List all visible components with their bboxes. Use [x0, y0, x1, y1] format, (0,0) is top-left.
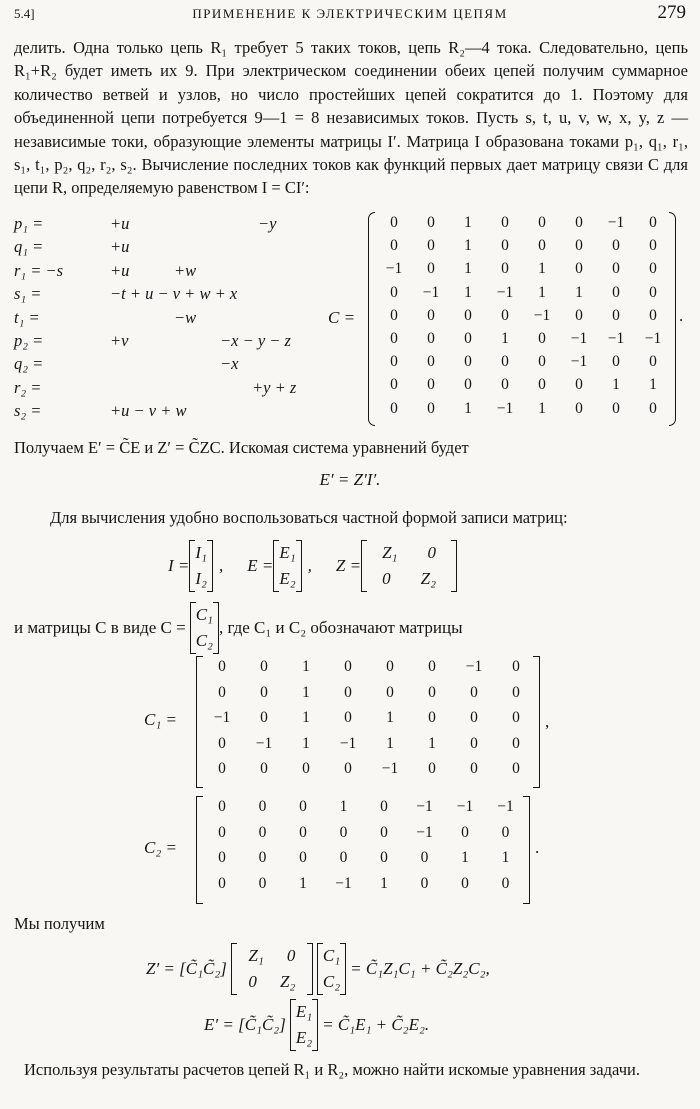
matrix-cell: 1 [339, 798, 348, 815]
matrix-cell: 0 [649, 306, 657, 324]
matrix-cell: 1 [428, 734, 436, 752]
z21: 0 [382, 569, 391, 588]
equation-row [14, 354, 344, 377]
equation-term: +w [174, 260, 197, 280]
matrix-cell: 0 [428, 683, 436, 701]
matrix-c [368, 212, 676, 424]
matrix-cell: 0 [386, 683, 394, 701]
equation-term: +u [110, 237, 130, 257]
matrix-cell: 0 [218, 734, 226, 752]
matrix-cell: 1 [575, 283, 583, 301]
zp-lhs: Z′ = [C̃₁C̃₂] [146, 959, 227, 978]
matrix-cell: 0 [339, 823, 348, 841]
matrix-cell: −1 [570, 353, 588, 371]
matrix-cell: −1 [496, 283, 514, 301]
matrix-cell: 0 [390, 353, 398, 371]
matrix-cell: 0 [390, 330, 398, 347]
matrix-cell: 0 [218, 798, 226, 815]
matrix-cell: 0 [390, 237, 398, 255]
matrix-cell: 0 [260, 760, 268, 777]
i-vector [189, 540, 213, 592]
equation-term: −x [220, 354, 239, 374]
zp-b12: 0 [286, 946, 296, 965]
z12: 0 [427, 543, 437, 562]
e-vector [273, 540, 301, 592]
equation-term: −y [258, 214, 277, 233]
matrix-cell: 0 [427, 353, 435, 371]
matrix-cell: −1 [497, 798, 514, 815]
matrix-cell: 0 [427, 399, 435, 417]
matrix-cell: 0 [501, 237, 509, 255]
z-prime-equation [146, 940, 490, 998]
equation-lhs: r₂ = [14, 377, 42, 397]
matrix-cell: 1 [538, 399, 546, 417]
matrix-cell: 0 [420, 874, 429, 892]
matrix-cell: 0 [390, 306, 398, 324]
matrix-cell: −1 [255, 734, 273, 752]
e2: E₂ [279, 569, 296, 588]
matrix-cell: −1 [213, 709, 231, 726]
matrix-cell: 1 [302, 658, 310, 675]
zp-v2: C₂ [322, 972, 341, 991]
matrix-cell: 0 [470, 709, 478, 726]
matrix-cell: 0 [299, 798, 307, 815]
matrix-cell: 0 [390, 283, 398, 301]
matrix-cell: −1 [607, 330, 625, 347]
matrix-cell: 0 [464, 353, 472, 371]
matrix-cell: 0 [538, 237, 546, 255]
matrix-cell: 0 [218, 874, 226, 892]
matrix-cell: 0 [575, 306, 583, 324]
equation-lhs: p₂ = [14, 331, 44, 350]
equation-term: +y + z [252, 377, 297, 397]
matrix-cell: 0 [258, 874, 267, 892]
matrix-cell: 1 [302, 683, 310, 701]
matrix-cell: 0 [344, 709, 352, 726]
equation-row [14, 214, 344, 237]
matrix-cell: −1 [335, 874, 352, 892]
equation-term: +u [110, 260, 130, 280]
equation-term: −t + u − v + w + x [110, 284, 238, 304]
matrix-cell: 0 [390, 376, 398, 394]
zp-v1: C₁ [322, 946, 341, 965]
matrix-cell: 0 [260, 658, 268, 675]
matrix-cell: 1 [464, 214, 472, 231]
matrix-right-bracket [669, 212, 676, 426]
equation-row [14, 237, 344, 260]
main-equation: E′ = Z′I′. [319, 470, 381, 489]
equation-term: −x − y − z [220, 331, 291, 350]
matrix-cell: 0 [258, 823, 267, 841]
matrix-cell: 0 [512, 683, 520, 701]
equation-row [14, 261, 344, 284]
running-title: ПРИМЕНЕНИЕ К ЭЛЕКТРИЧЕСКИМ ЦЕПЯМ [192, 6, 508, 21]
matrix-cell: 0 [501, 874, 510, 892]
matrix-cell: −1 [416, 798, 433, 815]
zp-vec [317, 943, 346, 995]
matrix-cell: 0 [380, 849, 388, 866]
matrix-cell: −1 [465, 658, 483, 675]
we-get-text: Мы получим [14, 914, 105, 933]
matrix-cell: −1 [570, 330, 588, 347]
matrix-cell: 1 [612, 376, 620, 394]
matrix-c1 [196, 656, 540, 786]
matrix-cell: 1 [464, 399, 472, 417]
matrix-cell: 0 [218, 658, 226, 675]
zp-b11: Z₁ [248, 946, 264, 965]
matrix-cell: 1 [464, 260, 472, 278]
equation-term: −w [174, 307, 197, 327]
matrix-cell: 0 [299, 823, 307, 841]
matrix-cell: 0 [470, 734, 478, 752]
matrix-cell: 0 [575, 214, 583, 231]
matrix-cell: 0 [428, 709, 436, 726]
partition-text: Для вычисления удобно воспользоваться частной формой записи матриц: [50, 508, 568, 527]
matrix-cell: 0 [218, 760, 226, 777]
i1: I₁ [195, 543, 207, 562]
matrix-cell: 0 [302, 760, 310, 777]
equation-row [14, 308, 344, 331]
zp-rhs: = C̃₁Z₁C₁ + C̃₂Z₂C₂, [350, 959, 490, 978]
equation-term: +v [110, 331, 129, 350]
matrix-cell: 0 [512, 709, 520, 726]
matrix-cell: 0 [470, 683, 478, 701]
matrix-left-bracket [368, 212, 375, 426]
comma: , [545, 712, 550, 731]
equation-row [14, 284, 344, 307]
matrix-left-bracket [196, 656, 203, 788]
z-matrix [361, 540, 457, 592]
equation-lhs: t₁ = [14, 307, 40, 327]
matrix-cell: 0 [501, 353, 509, 371]
ep-v2: E₂ [295, 1028, 313, 1047]
matrix-cell: 0 [427, 214, 435, 231]
equation-term: +u [110, 214, 130, 233]
matrix-cell: 0 [612, 399, 620, 417]
c-block-prefix: и матрицы C в виде C = [14, 618, 186, 637]
matrix-cell: 0 [299, 849, 307, 866]
matrix-cell: 0 [612, 306, 620, 324]
matrix-cell: 0 [218, 823, 226, 841]
matrix-cell: 0 [390, 399, 398, 417]
matrix-cell: 0 [218, 683, 226, 701]
matrix-cell: 0 [538, 214, 546, 231]
ep-vec [290, 999, 318, 1051]
matrix-cell: 0 [575, 260, 583, 278]
matrix-cell: 1 [299, 874, 307, 892]
c-block-row [14, 600, 463, 656]
matrix-cell: 0 [649, 283, 657, 301]
matrix-cell: 0 [427, 376, 435, 394]
intro-paragraph: делить. Одна только цепь R₁ требует 5 таких токов, цепь R₂—4 тока. Следовательно, цепь R₁+R₂ будет иметь их 9. При электрическом соединении обеих цепей получим суммарное количество ветвей и узлов, но число простейших цепей сократится до 1. Поэтому для объединенной цепи потребуется 9—1 = 8 независимых токов. Пусть s, t, u, v, w, x, y, z — независимые токи, образующие элементы матрицы I′. Матрица I образована токами p₁, q₁, r₁, s₁, t₁, p₂, q₂, r₂, s₂. Вычисление последних токов как функций первых дает матрицу связи C для цепи R, определяемую равенством I = CI′: [14, 38, 688, 198]
outro-paragraph: Используя результаты расчетов цепей R₁ и R₂, можно найти искомые уравнения задачи. [24, 1060, 640, 1079]
matrix-cell: 0 [260, 683, 268, 701]
matrix-cell: 0 [428, 658, 436, 675]
matrix-cell: 0 [260, 709, 268, 726]
matrix-cell: 0 [649, 214, 657, 231]
matrix-cell: 1 [649, 376, 657, 394]
matrix-cell: 0 [461, 823, 469, 841]
equation-lhs: p₁ = [14, 214, 44, 233]
matrix-cell: 0 [464, 376, 472, 394]
matrix-cell: 0 [501, 823, 510, 841]
i-label: I = [168, 556, 190, 575]
matrix-cell: 0 [512, 760, 520, 777]
matrix-cell: 1 [386, 709, 394, 726]
e-prime-equation [204, 996, 429, 1054]
matrix-cell: 0 [380, 798, 388, 815]
matrix-cell: −1 [339, 734, 357, 752]
matrix-cell: 0 [512, 734, 520, 752]
z22: Z₂ [420, 569, 437, 588]
matrix-cell: 1 [380, 874, 388, 892]
matrix-cell: 0 [427, 330, 435, 347]
c-block-suffix: , где C₁ и C₂ обозначают матрицы [218, 618, 463, 637]
zp-block [231, 943, 313, 995]
z-label: Z = [335, 556, 362, 575]
equation-lhs: s₂ = [14, 401, 42, 421]
matrix-cell: 0 [464, 330, 472, 347]
c2-label: C₂ = [144, 838, 177, 857]
ep-rhs: = C̃₁E₁ + C̃₂E₂. [322, 1015, 430, 1034]
equation-row [14, 331, 344, 354]
matrix-cell: 0 [258, 849, 267, 866]
matrix-cell: 1 [461, 849, 469, 866]
c-block-vector [190, 602, 219, 654]
matrix-cell: −1 [381, 760, 399, 777]
equation-row [14, 401, 344, 424]
matrix-cell: 1 [538, 283, 546, 301]
matrix-cell: 0 [538, 376, 546, 394]
equation-lhs: q₁ = [14, 237, 44, 257]
matrix-cell: 0 [461, 874, 469, 892]
matrix-cell: 1 [501, 330, 509, 347]
matrix-cell: 0 [649, 237, 657, 255]
matrix-cell: 0 [427, 237, 435, 255]
matrix-cell: −1 [456, 798, 474, 815]
c-block-2: C₂ [195, 631, 213, 650]
matrix-cell: 0 [339, 849, 348, 866]
matrix-cell: −1 [422, 283, 440, 301]
matrix-cell: 0 [344, 658, 352, 675]
e-label: E = [247, 556, 274, 575]
equation-lhs: q₂ = [14, 354, 44, 374]
matrix-cell: 0 [464, 306, 472, 324]
matrix-cell: 0 [649, 353, 657, 371]
matrix-cell: 1 [501, 849, 510, 866]
c1-label: C₁ = [144, 710, 177, 729]
ep-lhs: E′ = [C̃₁C̃₂] [204, 1015, 286, 1034]
matrix-cell: 1 [386, 734, 394, 752]
period-2: . [535, 838, 540, 857]
matrix-cell: 0 [501, 376, 509, 394]
matrix-cell: 1 [302, 709, 310, 726]
equation-row [14, 378, 344, 401]
matrix-cell: 1 [464, 237, 472, 255]
matrix-cell: 0 [420, 849, 429, 866]
matrix-cell: 1 [538, 260, 546, 278]
matrix-cell: 1 [464, 283, 472, 301]
matrix-cell: 0 [501, 214, 509, 231]
equation-term: +u − v + w [110, 401, 187, 421]
matrix-cell: −1 [644, 330, 662, 347]
matrix-c2 [196, 796, 530, 902]
e1: E₁ [279, 543, 296, 562]
matrix-cell: 0 [390, 214, 398, 231]
matrix-cell: 0 [512, 658, 520, 675]
matrix-cell: 0 [538, 353, 546, 371]
matrix-cell: 0 [575, 399, 583, 417]
matrix-cell: 0 [427, 306, 435, 324]
matrix-cell: −1 [496, 399, 514, 417]
matrix-cell: −1 [533, 306, 551, 324]
matrix-right-bracket [523, 796, 530, 904]
period: . [679, 306, 684, 325]
matrix-cell: 0 [386, 658, 394, 675]
matrix-cell: 0 [501, 306, 509, 324]
section-number: 5.4] [14, 6, 35, 21]
matrix-cell: 0 [258, 798, 267, 815]
matrix-cell: 0 [470, 760, 478, 777]
c-block-1: C₁ [195, 605, 213, 624]
matrix-cell: 0 [612, 237, 620, 255]
zp-b21: 0 [248, 972, 257, 991]
partition-row: I = I₁ I₂ , E = E₁ E₂ , Z = Z₁ 0 0 Z₂ [168, 538, 457, 594]
matrix-cell: 0 [612, 353, 620, 371]
matrix-cell: 0 [649, 260, 657, 278]
matrix-cell: 0 [344, 760, 352, 777]
matrix-cell: 0 [575, 376, 583, 394]
page-number: 279 [657, 2, 686, 23]
ep-v1: E₁ [295, 1002, 313, 1021]
matrix-cell: 0 [538, 330, 546, 347]
matrix-cell: 0 [649, 399, 657, 417]
i2: I₂ [195, 569, 207, 588]
obtain-text: Получаем E′ = C̃E и Z′ = C̃ZC. Искомая система уравнений будет [14, 438, 469, 457]
matrix-cell: 0 [428, 760, 436, 777]
matrix-left-bracket [196, 796, 203, 904]
matrix-cell: 0 [575, 237, 583, 255]
equation-lhs: r₁ = −s [14, 260, 64, 280]
zp-b22: Z₂ [279, 972, 296, 991]
matrix-cell: −1 [607, 214, 625, 231]
matrix-cell: 1 [302, 734, 310, 752]
matrix-cell: 0 [218, 849, 226, 866]
z11: Z₁ [382, 543, 398, 562]
matrix-cell: 0 [501, 260, 509, 278]
matrix-cell: 0 [612, 260, 620, 278]
matrix-cell: 0 [380, 823, 388, 841]
matrix-cell: −1 [385, 260, 403, 278]
matrix-cell: 0 [344, 683, 352, 701]
matrix-cell: 0 [427, 260, 435, 278]
matrix-right-bracket [533, 656, 540, 788]
matrix-c-label: C = [328, 308, 356, 327]
matrix-cell: −1 [416, 823, 433, 841]
equation-lhs: s₁ = [14, 284, 42, 304]
matrix-cell: 0 [612, 283, 620, 301]
